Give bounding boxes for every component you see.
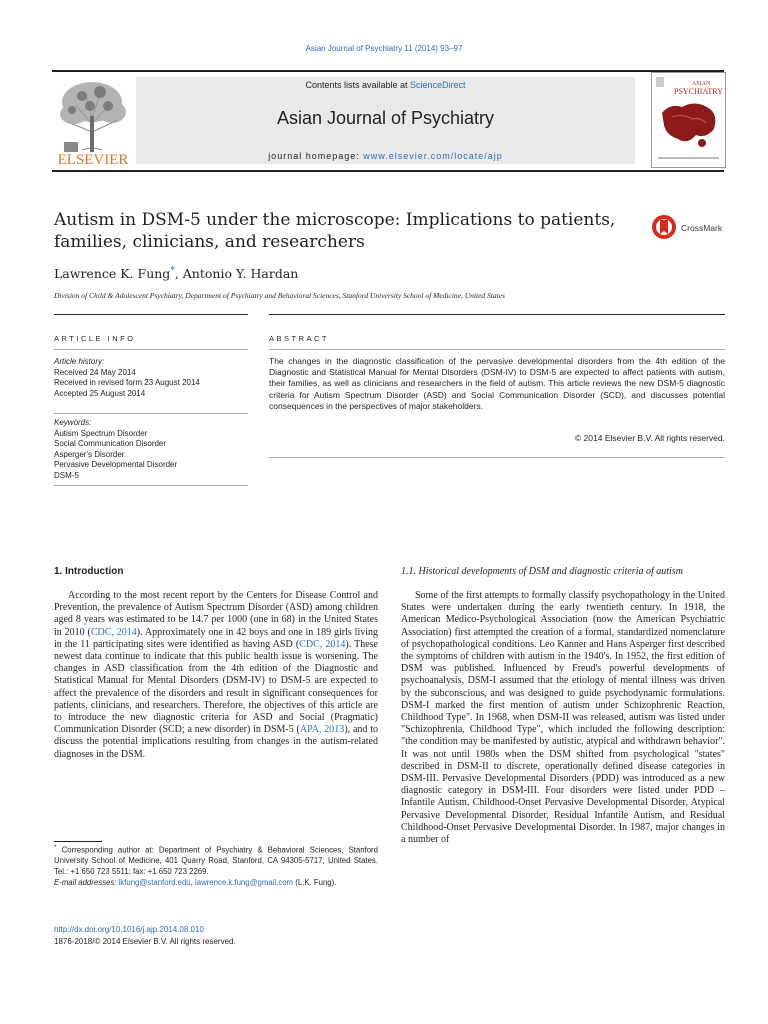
- cover-title-line1: ASIAN: [692, 81, 711, 87]
- doi-link[interactable]: http://dx.doi.org/10.1016/j.ajp.2014.08.010: [54, 925, 204, 934]
- issn-copyright: 1876-2018/© 2014 Elsevier B.V. All rights reserved.: [54, 937, 236, 946]
- contents-prefix: Contents lists available at: [305, 80, 411, 90]
- article-info-subrule: [54, 349, 248, 350]
- keywords-label: Keywords:: [54, 418, 92, 427]
- reference-link-cdc-2014[interactable]: CDC, 2014: [299, 638, 346, 650]
- journal-name: Asian Journal of Psychiatry: [276, 108, 495, 128]
- keyword-item: Pervasive Developmental Disorder: [54, 460, 178, 470]
- header-rule-top: [52, 70, 724, 72]
- keywords-rule: [54, 413, 248, 414]
- reference-link-cdc-2014[interactable]: CDC, 2014: [90, 626, 137, 638]
- author-separator: ,: [174, 266, 183, 282]
- footnote-mark: *: [54, 844, 57, 851]
- history-received: Received 24 May 2014: [54, 367, 136, 377]
- article-info-end-rule: [54, 485, 248, 486]
- abstract-subrule: [269, 349, 725, 350]
- email-link-stanford[interactable]: lkfung@stanford.edu: [118, 877, 191, 887]
- contents-line: [136, 80, 635, 90]
- corresponding-author-mark[interactable]: *: [170, 266, 175, 276]
- journal-cover-thumbnail: [651, 72, 726, 168]
- reference-link-apa-2013[interactable]: APA, 2013: [299, 724, 345, 736]
- intro-text-part: According to the most recent report by the Centers for Disease Control and Prevention, the prevalence of Autism Spectrum Disorder (ASD) among children aged 8 years was estimated to be 14.7 per 1000 (one in 68) in the United States in 2010 (: [54, 590, 378, 638]
- journal-citation-link[interactable]: Asian Journal of Psychiatry 11 (2014) 93–97: [305, 44, 463, 53]
- author-hardan: Antonio Y. Hardan: [182, 266, 299, 282]
- email-separator: ,: [190, 877, 195, 887]
- homepage-prefix: journal homepage:: [268, 151, 364, 161]
- author-list: [54, 266, 298, 281]
- keyword-item: Social Communication Disorder: [54, 439, 167, 449]
- keyword-item: Autism Spectrum Disorder: [54, 428, 148, 438]
- email-label: E-mail addresses:: [54, 877, 119, 887]
- keyword-item: DSM-5: [54, 470, 79, 480]
- intro-text-part: ), and to discuss the potential implications resulting from changes in the autism-related diagnoses in the DSM.: [54, 724, 379, 760]
- cover-title-line2: PSYCHIATRY: [674, 87, 723, 96]
- author-fung: Lawrence K. Fung: [54, 266, 171, 282]
- history-accepted: Accepted 25 August 2014: [54, 388, 146, 398]
- abstract-text: The changes in the diagnostic classification of the pervasive developmental disorders from the 4th edition of the Diagnostic and Statistical Manual for Mental Disorders (DSM-IV) to DSM-5 are expected to affect patients with autism, their families, as well as clinicians and researchers in the field of autism. This article reviews the new DSM-5 diagnostic criteria for Autism Spectrum Disorder (ASD) and Social Communication Disorder (SCD), and discusses potential consequences in the perspectives of major stakeholders.: [269, 356, 725, 411]
- email-suffix: (L.K. Fung).: [293, 877, 337, 887]
- abstract-heading: ABSTRACT: [269, 334, 330, 343]
- footnote-text: Corresponding author at: Department of Psychiatry & Behavioral Sciences, Stanford University School of Medicine, 401 Quarry Road, Stanford, CA 94305-5717, United States. Tel.: +1 650 723 5511; fax: +1 650 723 2269.: [54, 845, 378, 877]
- email-link-gmail[interactable]: lawrence.k.fung@gmail.com: [195, 877, 294, 887]
- history-paragraph: Some of the first attempts to formally classify psychopathology in the United States were undertaken during the early twentieth century. In 1918, the American Medico-Psychological Association (now the American Psychiatric Association) first attempted the creation of a formal, standardized nomenclature of psychopathological conditions. Leo Kanner and Hans Asperger first described the symptoms of children with autism in the 1940's. In 1952, the first edition of DSM was published. Influenced by Freud's powerful developments of psychoanalysis, DSM-I assumed that the etiology of mental illness was driven by the subconscious, and was designed to guide psychodynamic formulations. DSM-I marked the first mention of autism under Schizophrenic Reaction, Childhood Type". In 1968, when DSM-II was released, autism was listed under "Schizophrenia, Childhood Type", which included the following description: "the condition may be manifested by autistic, atypical and withdrawn behavior". It was not until 1980s when the DSM shifted from psychological "states" described in DSM-II to discrete, operationally defined disease categories in DSM-III. Pervasive Developmental Disorders (PDD) was introduced as a new diagnostic category in DSM-III. Four disorders were listed under PDD – Infantile Autism, Childhood-Onset Pervasive Developmental Disorder, Atypical Pervasive Developmental Disorder, Residual Infantile Autism, and Residual Childhood-Onset Pervasive Developmental Disorder. In 1987, major changes in a number of: [401, 590, 725, 846]
- keywords-list: [54, 418, 248, 482]
- sciencedirect-link[interactable]: ScienceDirect: [410, 80, 466, 90]
- elsevier-tree-icon: [52, 76, 134, 166]
- abstract-end-rule: [269, 457, 725, 458]
- crossmark-icon: [651, 212, 731, 242]
- elsevier-logo: [52, 76, 134, 166]
- article-info-rule: [54, 314, 248, 315]
- article-history: [54, 357, 248, 399]
- journal-header-box: [136, 77, 635, 164]
- crossmark-badge[interactable]: [651, 212, 731, 242]
- article-title: Autism in DSM-5 under the microscope: Implications to patients, families, clinicians, and researchers: [54, 210, 616, 252]
- introduction-paragraph: [54, 590, 378, 761]
- intro-text-part: ). Approximately one in 42 boys and one in 189 girls living in the 11 participating sites were identified as having ASD (: [54, 626, 379, 650]
- section-heading-history: 1.1. Historical developments of DSM and diagnostic criteria of autism: [401, 566, 683, 577]
- intro-text-part: ). These newest data continue to indicate that this public health issue is worsening. The changes in ASD classification from the 4th edition of the Diagnostic and Statistical Manual for Mental Disorders (DSM-IV) to DSM-5 are expected to affect the prevalence of the disorders and result in significant consequences for patients, clinicians, and researchers. Therefore, the objectives of this article are to introduce the new diagnostic criteria for ASD and Social (Pragmatic) Communication Disorder (SCD; a new disorder) in DSM-5 (: [54, 638, 379, 736]
- article-info-heading: ARTICLE INFO: [54, 334, 136, 343]
- history-label: Article history:: [54, 357, 105, 366]
- abstract-copyright: © 2014 Elsevier B.V. All rights reserved.: [574, 433, 725, 443]
- abstract-rule: [269, 314, 725, 315]
- keyword-item: Asperger's Disorder: [54, 449, 125, 459]
- affiliation: Division of Child & Adolescent Psychiatry, Department of Psychiatry and Behavioral Sciences, Stanford University School of Medicine, United States: [54, 291, 505, 300]
- journal-homepage-link[interactable]: www.elsevier.com/locate/ajp: [363, 151, 503, 161]
- history-revised: Received in revised form 23 August 2014: [54, 378, 200, 388]
- publisher-logo-text: ELSEVIER: [57, 152, 129, 166]
- footnote-rule: [54, 841, 102, 842]
- corresponding-author-footnote: [54, 843, 378, 889]
- crossmark-label: CrossMark: [681, 223, 723, 233]
- homepage-line: [136, 151, 635, 161]
- section-heading-introduction: 1. Introduction: [54, 566, 124, 577]
- journal-cover-image: [652, 73, 725, 167]
- header-rule-bottom: [52, 170, 724, 172]
